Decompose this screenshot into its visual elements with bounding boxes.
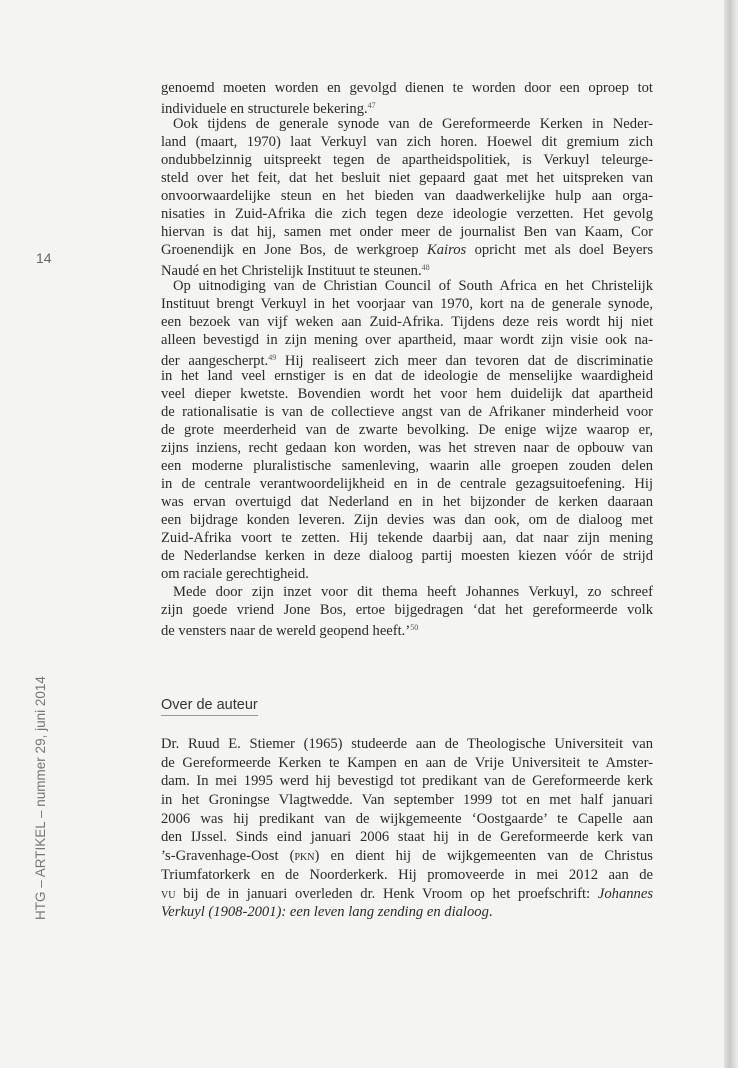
section-heading: Over de auteur [161, 697, 258, 716]
text-segment: der aangescherpt. [161, 353, 269, 369]
text-line [161, 903, 653, 922]
italic-text: Kairos [427, 242, 467, 258]
text-line: een bijdrage konden leveren. Zijn devies was dan ook, om de dialoog met [161, 512, 653, 528]
text-line: in het Groningse Vlagtwedde. Van september 1999 tot en met half januari [161, 792, 653, 809]
text-segment: opricht met als doel Beyers [466, 242, 653, 258]
text-line: een bezoek van vijf weken aan Zuid-Afrika. Tijdens deze reis wordt hij niet [161, 314, 653, 330]
text-line: een moderne pluralistische samenleving, waarin alle groepen zouden delen [161, 458, 653, 474]
text-line: veel dieper kwetste. Bovendien wordt het voor hem duidelijk dat apartheid [161, 386, 653, 402]
text-line: zijns inziens, recht gedaan kon worden, was het streven naar de opbouw van [161, 440, 653, 456]
text-line: om raciale gerechtigheid. [161, 566, 309, 582]
text-segment: Groenendijk en Jone Bos, de werkgroep [161, 242, 428, 258]
text-line: was ervan overtuigd dat Nederland en in het bijzonder de kerken daaraan [161, 494, 653, 510]
text-segment: ) en dient hij de wijkgemeenten van de Christus [314, 848, 653, 865]
text-line: Op uitnodiging van de Christian Council of South Africa en het Christelijk [173, 278, 653, 294]
text-line: de Gereformeerde Kerken te Kampen en aan de Vrije Universiteit te Amster- [161, 754, 653, 771]
text-line: de Nederlandse kerken in deze dialoog partij moesten kiezen vóór de strijd [161, 548, 653, 564]
footnote-ref: 48 [421, 263, 430, 272]
text-line: land (maart, 1970) laat Verkuyl van zich horen. Hoewel dit gremium zich [161, 134, 653, 150]
text-line: den IJssel. Sinds eind januari 2006 staat hij in de Gereformeerde kerk van [161, 829, 653, 846]
text-line: Instituut brengt Verkuyl in het voorjaar van 1970, kort na de generale synode, [161, 296, 653, 312]
running-head: HTG – ARTIKEL – nummer 29, juni 2014 [33, 676, 48, 920]
text-line [161, 259, 653, 277]
page-edge-shadow [724, 0, 738, 1068]
text-segment: Naudé en het Christelijk Instituut te steunen. [161, 263, 422, 279]
text-line: nisaties in Zuid-Afrika die zich tegen deze ideologie verzetten. Het gevolg [161, 206, 653, 222]
text-segment: . [488, 904, 493, 921]
text-segment: Hij realiseert zich meer dan tevoren dat de discriminatie [276, 353, 653, 369]
italic-text: Verkuyl (1908-2001): een leven lang zending en dialoog [161, 904, 489, 921]
text-line: in de centrale verantwoordelijkheid en in de centrale gezagsuitoefening. Hij [161, 476, 653, 492]
text-line: de grote meerderheid van de zwarte bevolking. De enige wijze waarop er, [161, 422, 653, 438]
text-line: Triumfatorkerk en de Noorderkerk. Hij promoveerde in mei 2012 aan de [161, 866, 653, 883]
text-line [161, 885, 653, 904]
text-line [161, 349, 653, 367]
small-caps-text: pkn [294, 848, 315, 865]
small-caps-text: vu [161, 885, 176, 902]
footnote-ref: 49 [268, 353, 277, 362]
text-line: steld over het feit, dat het besluit niet gepaard gaat met het uitspreken van [161, 170, 653, 186]
text-line: Mede door zijn inzet voor dit thema heeft Johannes Verkuyl, zo schreef [173, 584, 653, 600]
text-line [161, 619, 653, 637]
author-bio [161, 735, 653, 922]
text-line: Zuid-Afrika voort te zetten. Hij tekende daarbij aan, dat naar zijn mening [161, 530, 653, 546]
text-line: Ook tijdens de generale synode van de Gereformeerde Kerken in Neder- [173, 116, 653, 132]
text-line [161, 847, 653, 866]
text-line: de rationalisatie is van de collectieve angst van de Afrikaner minderheid voor [161, 404, 653, 420]
page-number: 14 [36, 250, 52, 266]
text-line: onvoorwaardelijke steun en het bieden van daadwerkelijke hulp aan orga- [161, 188, 653, 204]
text-line: alleen bevestigd in zijn mening over apartheid, maar wordt zijn visie ook na- [161, 332, 653, 348]
text-line [161, 241, 653, 259]
text-line: zijn goede vriend Jone Bos, ertoe bijgedragen ‘dat het gereformeerde volk [161, 602, 653, 618]
italic-text: Johannes [597, 885, 653, 902]
text-line: Dr. Ruud E. Stiemer (1965) studeerde aan de Theologische Universiteit van [161, 736, 653, 752]
article-body [161, 79, 653, 637]
footnote-ref: 47 [367, 101, 376, 110]
text-line: ondubbelzinnig uitspreekt tegen de apartheidspolitiek, is Verkuyl teleurge- [161, 152, 653, 168]
text-line: in het land veel ernstiger is en dat de ideologie de menselijke waardigheid [161, 368, 653, 384]
text-line: genoemd moeten worden en gevolgd dienen te worden door een oproep tot [161, 80, 653, 96]
text-line [161, 97, 653, 115]
text-line: hiervan is dat hij, samen met onder meer de journalist Ben van Kaam, Cor [161, 224, 653, 240]
text-line: dam. In mei 1995 werd hij bevestigd tot predikant van de Gereformeerde kerk [161, 773, 653, 790]
text-segment: de vensters naar de wereld geopend heeft.’ [161, 623, 411, 639]
footnote-ref: 50 [410, 623, 419, 632]
text-line: 2006 was hij predikant van de wijkgemeente ‘Oostgaarde’ te Capelle aan [161, 810, 653, 827]
text-segment: individuele en structurele bekering. [161, 101, 368, 117]
text-segment: ’s-Gravenhage-Oost ( [161, 848, 295, 865]
text-segment: bij de in januari overleden dr. Henk Vroom op het proefschrift: [175, 885, 598, 902]
